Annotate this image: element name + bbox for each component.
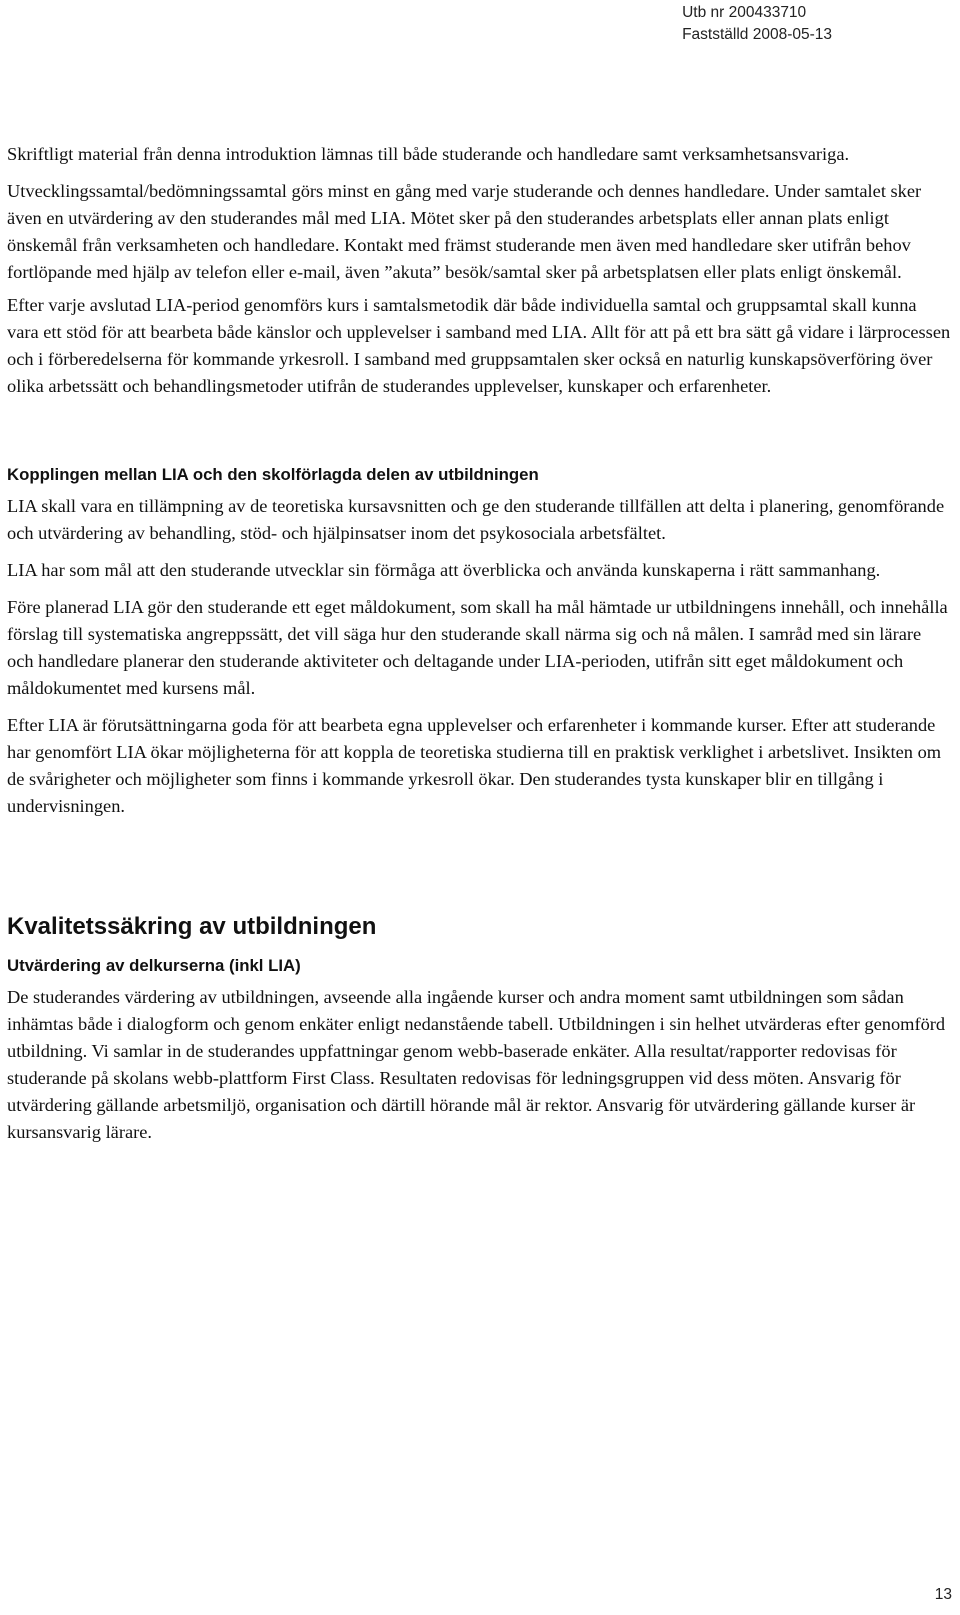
paragraph-utvecklingssamtal: Utvecklingssamtal/bedömningssamtal görs minst en gång med varje studerande och dennes handledare. Under samtalet sker även en utvärdering av den studerandes mål med LIA. Mötet sker på den studerandes arbetsplats eller annan plats enligt önskemål från verksamheten och handledare. Kontakt med främst studerande men även med handledare sker utifrån behov fortlöpande med hjälp av telefon eller e-mail, även ”akuta” besök/samtal sker på arbetsplatsen eller plats enligt önskemål. — [7, 181, 922, 282]
paragraph-koppling-2: LIA har som mål att den studerande utvecklar sin förmåga att överblicka och använda kunskaperna i rätt sammanhang. — [7, 560, 881, 580]
section-heading-kvalitet: Kvalitetssäkring av utbildningen — [7, 913, 377, 940]
paragraph-material: Skriftligt material från denna introduktion lämnas till både studerande och handledare samt verksamhetsansvariga. — [7, 144, 850, 164]
section-kvalitet — [7, 911, 952, 1146]
established-date: Fastställd 2008-05-13 — [682, 26, 832, 43]
paragraph-koppling-3: Före planerad LIA gör den studerande ett eget måldokument, som skall ha mål hämtade ur utbildningens innehåll, och innehålla förslag till systematiska angreppssätt, det vill säga hur den studerande skall närma sig och nå målen. I samråd med sin lärare och handledare planerar den studerande aktiviteter och deltagande under LIA-perioden, utifrån sitt eget måldokument och måldokumentet med kursens mål. — [7, 597, 948, 698]
document-body — [7, 141, 952, 1146]
paragraph-samtalsmetodik: Efter varje avslutad LIA-period genomförs kurs i samtalsmetodik där både individuella samtal och gruppsamtal skall kunna vara ett stöd för att bearbeta både känslor och upplevelser i samband med LIA. Allt för att på ett bra sätt gå vidare i lärprocessen och i förberedelserna för kommande yrkesroll. I samband med gruppsamtalen sker också en naturlig kunskapsöverföring över olika arbetssätt och behandlingsmetoder utifrån de studerandes upplevelser, kunskaper och erfarenheter. — [7, 295, 951, 396]
subheading-utvardering: Utvärdering av delkurserna (inkl LIA) — [7, 956, 301, 975]
page-number: 13 — [934, 1586, 952, 1603]
paragraph-kvalitet: De studerandes värdering av utbildningen, avseende alla ingående kurser och andra moment samt utbildningen som sådan inhämtas både i dialogform och genom enkäter enligt nedanstående tabell. Utbildningen i sin helhet utvärderas efter genomförd utbildning. Vi samlar in de studerandes uppfattningar genom webb-baserade enkäter. Alla resultat/rapporter redovisas för studerande på skolans webb-plattform First Class. Resultaten redovisas för ledningsgruppen vid dess möten. Ansvarig för utvärdering gällande arbetsmiljö, organisation och därtill hörande mål är rektor. Ansvarig för utvärdering gällande kurser är kursansvarig lärare. — [7, 987, 946, 1142]
paragraph-koppling-1: LIA skall vara en tillämpning av de teoretiska kursavsnitten och ge den studerande tillfällen att delta i planering, genomförande och utvärdering av behandling, stöd- och hjälpinsatser inom det psykosociala arbetsfältet. — [7, 496, 945, 543]
document-header — [682, 2, 832, 46]
paragraph-koppling-4: Efter LIA är förutsättningarna goda för att bearbeta egna upplevelser och erfarenheter i kommande kurser. Efter att studerande har genomfört LIA ökar möjligheterna för att koppla de teoretiska studierna till en praktisk verklighet i arbetslivet. Insikten om de svårigheter och möjligheter som finns i kommande yrkesroll ökar. Den studerandes tysta kunskaper blir en tillgång i undervisningen. — [7, 715, 942, 816]
section-heading-koppling: Kopplingen mellan LIA och den skolförlagda delen av utbildningen — [7, 465, 539, 484]
section-koppling — [7, 463, 952, 820]
document-number: Utb nr 200433710 — [682, 4, 807, 21]
